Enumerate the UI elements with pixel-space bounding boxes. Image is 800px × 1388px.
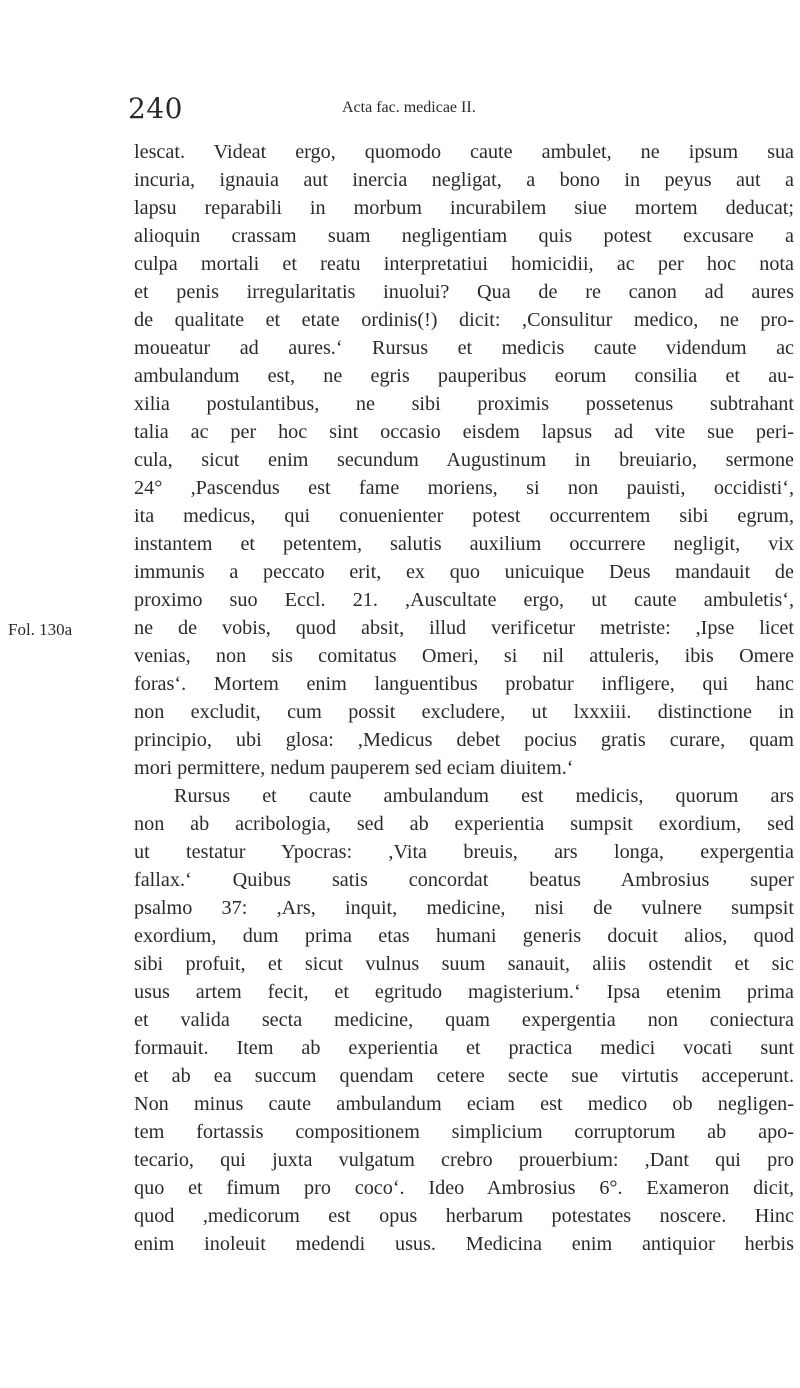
text-line: et ab ea succum quendam cetere secte sue virtutis acceperunt. bbox=[134, 1065, 794, 1087]
text-line: foras‘. Mortem enim languentibus probatur infligere, qui hanc bbox=[134, 673, 794, 695]
text-line: proximo suo Eccl. 21. ,Auscultate ergo, ut caute ambuletis‘, bbox=[134, 589, 794, 611]
text-line: usus artem fecit, et egritudo magisterium.‘ Ipsa etenim prima bbox=[134, 981, 794, 1003]
page-number: 240 bbox=[128, 92, 183, 125]
margin-note-folio: Fol. 130a bbox=[8, 620, 73, 639]
text-line: principio, ubi glosa: ,Medicus debet pocius gratis curare, quam bbox=[134, 729, 794, 751]
text-line: culpa mortali et reatu interpretatiui homicidii, ac per hoc nota bbox=[134, 253, 794, 275]
text-line: ambulandum est, ne egris pauperibus eorum consilia et au- bbox=[134, 365, 794, 387]
text-line: lapsu reparabili in morbum incurabilem siue mortem deducat; bbox=[134, 197, 794, 219]
text-line: psalmo 37: ,Ars, inquit, medicine, nisi de vulnere sumpsit bbox=[134, 897, 794, 919]
text-line: instantem et petentem, salutis auxilium occurrere negligit, vix bbox=[134, 533, 794, 555]
text-line: moueatur ad aures.‘ Rursus et medicis caute videndum ac bbox=[134, 337, 794, 359]
text-line: lescat. Videat ergo, quomodo caute ambulet, ne ipsum sua bbox=[134, 141, 794, 163]
text-line: fallax.‘ Quibus satis concordat beatus Ambrosius super bbox=[134, 869, 794, 891]
text-line: alioquin crassam suam negligentiam quis potest excusare a bbox=[134, 225, 794, 247]
text-line: exordium, dum prima etas humani generis docuit alios, quod bbox=[134, 925, 794, 947]
text-line: cula, sicut enim secundum Augustinum in breuiario, sermone bbox=[134, 449, 794, 471]
text-line: venias, non sis comitatus Omeri, si nil attuleris, ibis Omere bbox=[134, 645, 794, 667]
text-line: quod ,medicorum est opus herbarum potestates noscere. Hinc bbox=[134, 1205, 794, 1227]
text-line: tecario, qui juxta vulgatum crebro prouerbium: ,Dant qui pro bbox=[134, 1149, 794, 1171]
text-line: ne de vobis, quod absit, illud verificetur metriste: ,Ipse licet bbox=[134, 617, 794, 639]
text-line: talia ac per hoc sint occasio eisdem lapsus ad vite sue peri- bbox=[134, 421, 794, 443]
text-line: de qualitate et etate ordinis(!) dicit: ,Consulitur medico, ne pro- bbox=[134, 309, 794, 331]
text-line: 24° ,Pascendus est fame moriens, si non pauisti, occidisti‘, bbox=[134, 477, 794, 499]
text-line: et valida secta medicine, quam expergentia non coniectura bbox=[134, 1009, 794, 1031]
text-line: non ab acribologia, sed ab experientia sumpsit exordium, sed bbox=[134, 813, 794, 835]
text-line: sibi profuit, et sicut vulnus suum sanauit, aliis ostendit et sic bbox=[134, 953, 794, 975]
text-line: immunis a peccato erit, ex quo unicuique Deus mandauit de bbox=[134, 561, 794, 583]
text-line: et penis irregularitatis inuolui? Qua de re canon ad aures bbox=[134, 281, 794, 303]
text-line: enim inoleuit medendi usus. Medicina enim antiquior herbis bbox=[134, 1233, 794, 1255]
text-line: Non minus caute ambulandum eciam est medico ob negligen- bbox=[134, 1093, 794, 1115]
text-line: non excludit, cum possit excludere, ut lxxxiii. distinctione in bbox=[134, 701, 794, 723]
text-line: ut testatur Ypocras: ,Vita breuis, ars longa, expergentia bbox=[134, 841, 794, 863]
text-line: formauit. Item ab experientia et practica medici vocati sunt bbox=[134, 1037, 794, 1059]
running-title: Acta fac. medicae II. bbox=[342, 99, 476, 116]
text-line: incuria, ignauia aut inercia negligat, a bono in peyus aut a bbox=[134, 169, 794, 191]
body-text bbox=[134, 138, 794, 1258]
text-line: Rursus et caute ambulandum est medicis, quorum ars bbox=[174, 785, 794, 807]
text-line: mori permittere, nedum pauperem sed eciam diuitem.‘ bbox=[134, 757, 574, 779]
text-line: quo et fimum pro coco‘. Ideo Ambrosius 6°. Exameron dicit, bbox=[134, 1177, 794, 1199]
text-line: ita medicus, qui conuenienter potest occurrentem sibi egrum, bbox=[134, 505, 794, 527]
text-line: xilia postulantibus, ne sibi proximis possetenus subtrahant bbox=[134, 393, 794, 415]
text-line: tem fortassis compositionem simplicium corruptorum ab apo- bbox=[134, 1121, 794, 1143]
